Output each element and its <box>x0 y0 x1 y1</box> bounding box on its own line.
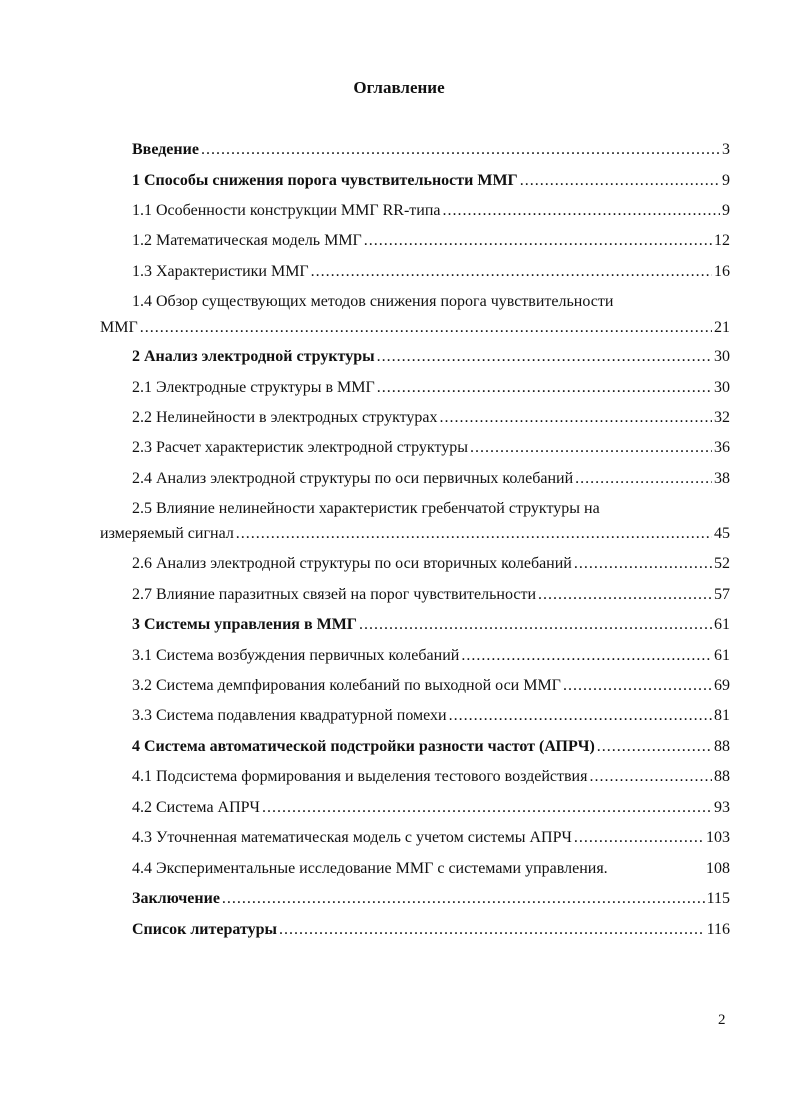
toc-entry-2-4[interactable]: 2.4 Анализ электродной структуры по оси первичных колебаний ..... 38 <box>132 469 730 489</box>
toc-entry-2-6[interactable]: 2.6 Анализ электродной структуры по оси вторичных колебаний ..... 52 <box>132 554 730 574</box>
toc-entry-4-2[interactable]: 4.2 Система АПРЧ ..... 93 <box>132 798 730 818</box>
page-number: 2 <box>718 1012 726 1028</box>
toc-entry-chapter-4[interactable]: 4 Система автоматической подстройки разности частот (АПРЧ) ..... 88 <box>132 737 730 757</box>
toc-entry-1-3[interactable]: 1.3 Характеристики ММГ ..... 16 <box>132 262 730 282</box>
toc-entry-chapter-3[interactable]: 3 Системы управления в ММГ ..... 61 <box>132 615 730 635</box>
toc-entry-2-2[interactable]: 2.2 Нелинейности в электродных структурах ..... 32 <box>132 408 730 428</box>
toc-entry-3-3[interactable]: 3.3 Система подавления квадратурной помехи ..... 81 <box>132 706 730 726</box>
toc-entry-introduction[interactable]: Введение ..... 3 <box>132 140 730 160</box>
toc-entry-references[interactable]: Список литературы ..... 116 <box>132 920 730 940</box>
toc-entry-4-1[interactable]: 4.1 Подсистема формирования и выделения тестового воздействия ..... 88 <box>132 767 730 787</box>
toc-entry-2-5-continuation[interactable]: измеряемый сигнал ..... 45 <box>100 524 730 544</box>
toc-entry-3-1[interactable]: 3.1 Система возбуждения первичных колебаний ..... 61 <box>132 646 730 666</box>
toc-entry-chapter-2[interactable]: 2 Анализ электродной структуры ..... 30 <box>132 347 730 367</box>
toc-entry-1-4-continuation[interactable]: ММГ ..... 21 <box>100 318 730 338</box>
page-title: Оглавление <box>353 78 445 97</box>
toc-entry-4-4[interactable]: 4.4 Экспериментальные исследование ММГ с системами управления. 108 <box>132 860 730 877</box>
toc-entry-1-1[interactable]: 1.1 Особенности конструкции ММГ RR-типа ..... 9 <box>132 201 730 221</box>
toc-entry-3-2[interactable]: 3.2 Система демпфирования колебаний по выходной оси ММГ ..... 69 <box>132 676 730 696</box>
toc-entry-chapter-1[interactable]: 1 Способы снижения порога чувствительности ММГ ..... 9 <box>132 171 730 191</box>
toc-entry-2-1[interactable]: 2.1 Электродные структуры в ММГ ..... 30 <box>132 378 730 398</box>
toc-entry-conclusion[interactable]: Заключение ..... 115 <box>132 889 730 909</box>
toc-entry-2-3[interactable]: 2.3 Расчет характеристик электродной структуры ..... 36 <box>132 438 730 458</box>
toc-entry-4-3[interactable]: 4.3 Уточненная математическая модель с учетом системы АПРЧ ..... 103 <box>132 828 730 848</box>
toc-entry-1-4[interactable]: 1.4 Обзор существующих методов снижения порога чувствительности <box>132 293 614 310</box>
toc-entry-2-7[interactable]: 2.7 Влияние паразитных связей на порог чувствительности ..... 57 <box>132 585 730 605</box>
toc-entry-2-5[interactable]: 2.5 Влияние нелинейности характеристик гребенчатой структуры на <box>132 500 600 517</box>
toc-entry-1-2[interactable]: 1.2 Математическая модель ММГ ..... 12 <box>132 231 730 251</box>
